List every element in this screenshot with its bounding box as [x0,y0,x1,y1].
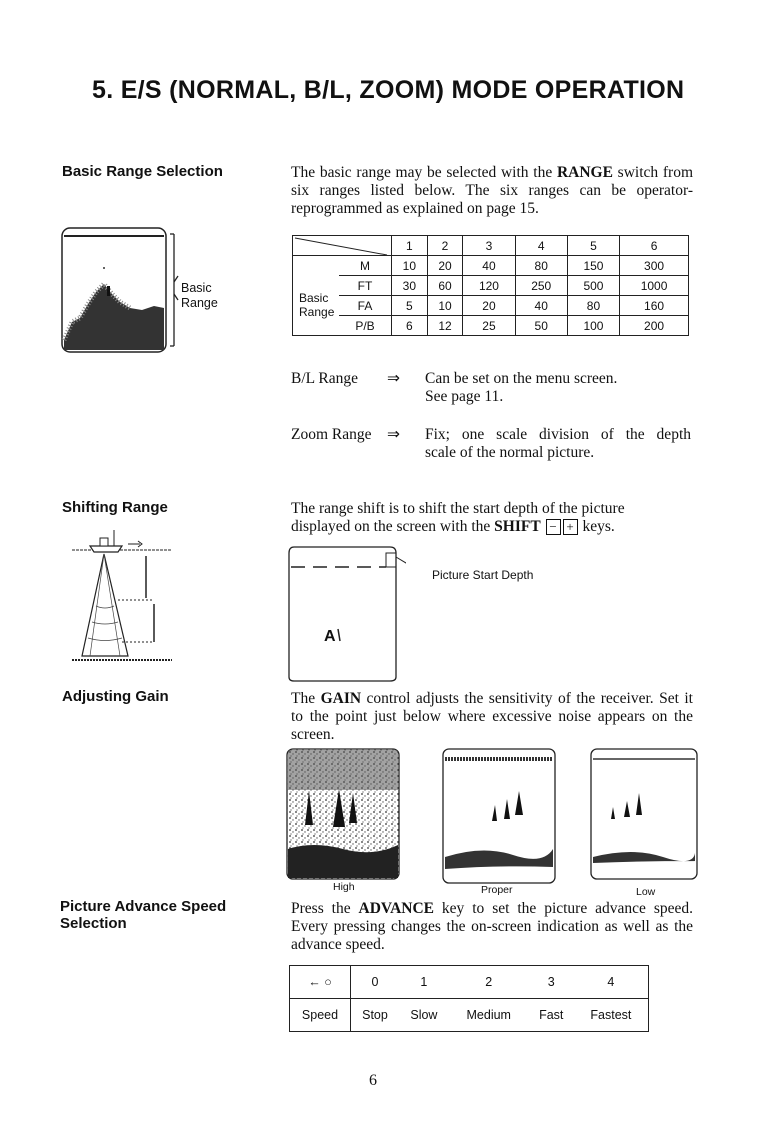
gain-label-proper: Proper [481,884,513,896]
range-value-cell: 300 [620,256,689,276]
range-value-cell: 20 [463,296,515,316]
minus-key-icon: − [546,519,561,535]
advance-key-symbol-icon: ← ○ [290,966,351,999]
gain-proper-screen [443,749,555,883]
basic-range-figure [58,222,188,357]
speed-value-cell: 0 [351,966,399,999]
basic-range-table [292,235,689,336]
gain-label-low: Low [636,886,656,898]
table-row [290,999,649,1032]
range-col-header: 6 [620,236,689,256]
svg-text:A: A [324,628,336,645]
zoom-text-line1: Fix; one scale division of the depth [425,426,691,443]
picture-start-depth-figure [286,545,406,685]
advance-heading-line2: Selection [60,915,127,932]
range-col-header: 1 [392,236,428,256]
bl-text-line2: See page 11. [425,388,504,405]
range-value-cell: 100 [567,316,619,336]
page-number: 6 [369,1072,377,1089]
table-row [293,256,689,276]
range-value-cell: 30 [392,276,428,296]
keyword: RANGE [556,164,613,181]
table-row [293,276,689,296]
shifting-text-line2 [291,518,693,536]
speed-value-cell: 1 [399,966,449,999]
speed-name-cell: Medium [449,999,529,1032]
basic-range-intro: The basic range may be selected with the RANGE switch from six ranges listed below. The six ranges can be operator-reprogrammed as explained on page 15. [291,164,693,217]
shifting-heading: Shifting Range [62,499,168,516]
page-title: 5. E/S (NORMAL, B/L, ZOOM) MODE OPERATION [92,76,685,104]
range-value-cell: 80 [567,296,619,316]
zoom-arrow-icon: ⇒ [387,426,400,443]
gain-text: The GAIN control adjusts the sensitivity of the receiver. Set it to the point just below where excessive noise appears on the screen. [291,690,693,743]
speed-name-cell: Fastest [574,999,649,1032]
advance-text: Press the ADVANCE key to set the picture advance speed. Every pressing changes the on-screen indication as well as the advance speed. [291,900,693,953]
range-row-group-label [293,256,340,336]
gain-comparison-figure [283,745,703,885]
speed-name-cell: Slow [399,999,449,1032]
speed-name-cell: Fast [529,999,574,1032]
range-corner-cell [293,236,392,256]
range-value-cell: 120 [463,276,515,296]
range-value-cell: 40 [515,296,567,316]
range-unit-cell: M [339,256,392,276]
range-value-cell: 1000 [620,276,689,296]
speed-row-label: Speed [290,999,351,1032]
advance-heading [60,898,226,932]
range-unit-cell: FT [339,276,392,296]
range-header-row [293,236,689,256]
bl-range-text [425,370,617,406]
range-value-cell: 25 [463,316,515,336]
speed-value-cell: 4 [574,966,649,999]
range-value-cell: 80 [515,256,567,276]
basic-range-figure-label [181,281,218,311]
zoom-range-label: Zoom Range [291,426,372,443]
speed-value-cell: 3 [529,966,574,999]
zoom-range-text [425,426,691,462]
speed-name-cell: Stop [351,999,399,1032]
range-value-cell: 250 [515,276,567,296]
range-col-header: 2 [427,236,463,256]
diagonal-line [293,236,389,256]
keyword: GAIN [320,690,362,707]
range-unit-cell: FA [339,296,392,316]
gain-high-screen [287,749,399,879]
range-col-header: 3 [463,236,515,256]
figure-label-line1: Basic [181,281,212,295]
speed-value-cell: 2 [449,966,529,999]
shifting-text [291,500,693,536]
range-value-cell: 10 [392,256,428,276]
transducer-beam-figure [62,522,182,667]
range-value-cell: 160 [620,296,689,316]
range-value-cell: 60 [427,276,463,296]
gain-low-screen [591,749,697,879]
bl-arrow-icon: ⇒ [387,370,400,387]
keyword: ADVANCE [358,900,435,917]
plus-key-icon: + [563,519,578,535]
advance-speed-table [289,965,649,1032]
picture-start-depth-label: Picture Start Depth [432,568,534,582]
range-value-cell: 500 [567,276,619,296]
shifting-text-post: keys. [582,518,615,535]
zoom-text-line2: scale of the normal picture. [425,444,595,461]
table-row [293,296,689,316]
range-value-cell: 6 [392,316,428,336]
bl-range-label: B/L Range [291,370,359,387]
bl-text-line1: Can be set on the menu screen. [425,370,618,387]
basic-range-heading: Basic Range Selection [62,163,223,180]
advance-heading-line1: Picture Advance Speed [60,898,227,915]
range-value-cell: 20 [427,256,463,276]
range-unit-cell: P/B [339,316,392,336]
range-value-cell: 150 [567,256,619,276]
row-group-line2: Range [299,304,335,319]
shifting-text-line1: The range shift is to shift the start depth of the picture [291,500,625,517]
shift-word: SHIFT [494,518,541,535]
range-value-cell: 10 [427,296,463,316]
gain-heading: Adjusting Gain [62,688,169,705]
range-value-cell: 200 [620,316,689,336]
figure-label-line2: Range [181,296,218,310]
range-value-cell: 50 [515,316,567,336]
row-group-line1: Basic [299,290,329,305]
table-row [293,316,689,336]
range-col-header: 5 [567,236,619,256]
gain-label-high: High [333,881,355,893]
range-value-cell: 40 [463,256,515,276]
table-row [290,966,649,999]
range-col-header: 4 [515,236,567,256]
shifting-text-pre: displayed on the screen with the [291,518,491,535]
range-value-cell: 12 [427,316,463,336]
range-value-cell: 5 [392,296,428,316]
